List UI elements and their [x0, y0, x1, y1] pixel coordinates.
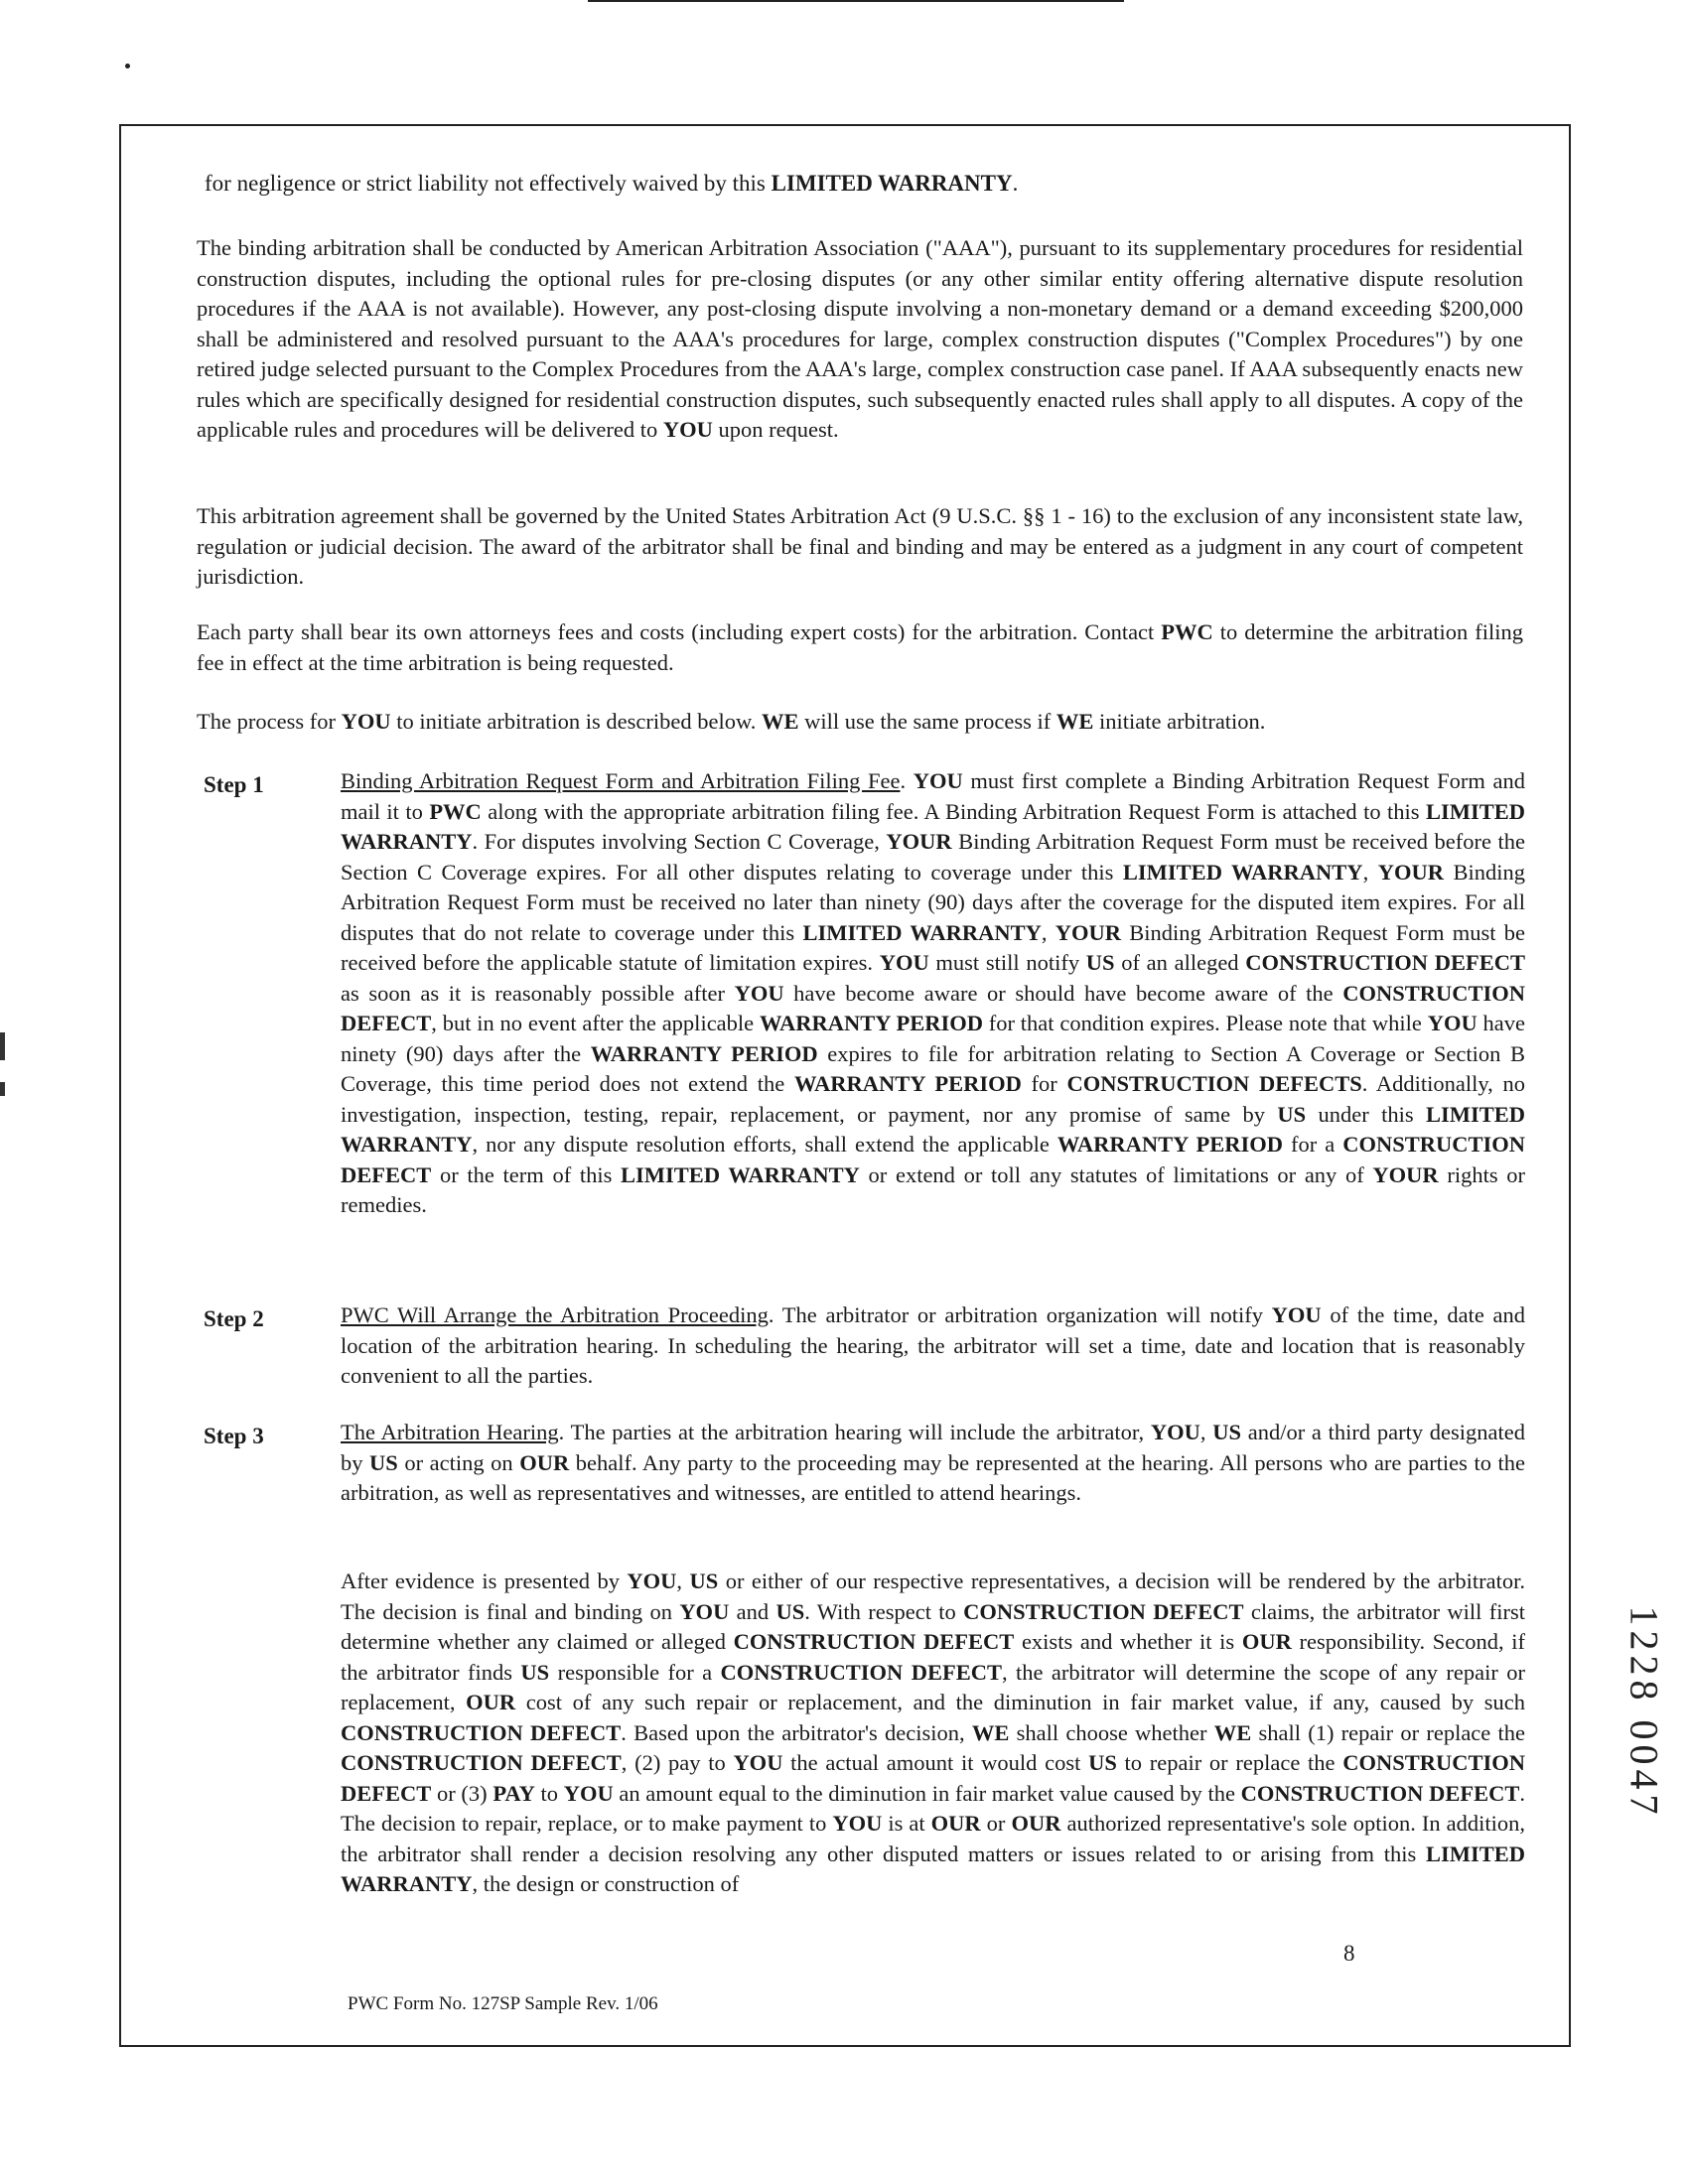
paragraph-fees: Each party shall bear its own attorneys fees and costs (including expert costs) for the arbitration. Contact PWC to determine the arbitration filing fee in effect at the time arbitration is being requested.	[197, 619, 1524, 675]
scan-margin-mark	[0, 1032, 5, 1060]
step-3-heading: The Arbitration Hearing	[341, 1420, 559, 1444]
scan-margin-mark	[0, 1082, 5, 1096]
step-2-heading: PWC Will Arrange the Arbitration Proceeding	[341, 1302, 769, 1327]
scan-top-rule	[588, 0, 1124, 2]
paragraph-process: The process for YOU to initiate arbitration is described below. WE will use the same process if WE initiate arbitration.	[197, 709, 1266, 734]
step-2-label: Step 2	[204, 1306, 264, 1331]
step-1-text: YOU must first complete a Binding Arbitration Request Form and mail it to PWC along with the appropriate arbitration filing fee. A Binding Arbitration Request Form is attached to this LIMITED WARRANTY. For disputes involving Section C Coverage, YOUR Binding Arbitration Request Form must be received before the Section C Coverage expires. For all other disputes relating to coverage under this LIMITED WARRANTY, YOUR Binding Arbitration Request Form must be received no later than ninety (90) days after the coverage for the disputed item expires. For all disputes that do not relate to coverage under this LIMITED WARRANTY, YOUR Binding Arbitration Request Form must be received before the applicable statute of limitation expires. YOU must still notify US of an alleged CONSTRUCTION DEFECT as soon as it is reasonably possible after YOU have become aware or should have become aware of the CONSTRUCTION DEFECT, but in no event after the applicable WARRANTY PERIOD for that condition expires. Please note that while YOU have ninety (90) days after the WARRANTY PERIOD expires to file for arbitration relating to Section A Coverage or Section B Coverage, this time period does not extend the WARRANTY PERIOD for CONSTRUCTION DEFECTS. Additionally, no investigation, inspection, testing, repair, replacement, or payment, nor any promise of same by US under this LIMITED WARRANTY, nor any dispute resolution efforts, shall extend the applicable WARRANTY PERIOD for a CONSTRUCTION DEFECT or the term of this LIMITED WARRANTY or extend or toll any statutes of limitations or any of YOUR rights or remedies.	[341, 768, 1526, 1217]
step-2-text: The arbitrator or arbitration organization will notify YOU of the time, date and location of the arbitration hearing. In scheduling the hearing, the arbitrator will set a time, date and location that is reasonably convenient to all the parties.	[341, 1302, 1525, 1388]
step-3-text: The parties at the arbitration hearing will include the arbitrator, YOU, US and/or a third party designated by US or acting on OUR behalf. Any party to the proceeding may be represented at the hearing. All persons who are parties to the arbitration, as well as representatives and witnesses, are entitled to attend hearings.	[341, 1420, 1526, 1505]
step-1-heading: Binding Arbitration Request Form and Arbitration Filing Fee	[341, 768, 901, 793]
step-3-continuation: After evidence is presented by YOU, US or either of our respective representatives, a decision will be rendered by the arbitrator. The decision is final and binding on YOU and US. With respect to CONSTRUCTION DEFECT claims, the arbitrator will first determine whether any claimed or alleged CONSTRUCTION DEFECT exists and whether it is OUR responsibility. Second, if the arbitrator finds US responsible for a CONSTRUCTION DEFECT, the arbitrator will determine the scope of any repair or replacement, OUR cost of any such repair or replacement, and the diminution in fair market value, if any, caused by such CONSTRUCTION DEFECT. Based upon the arbitrator's decision, WE shall choose whether WE shall (1) repair or replace the CONSTRUCTION DEFECT, (2) pay to YOU the actual amount it would cost US to repair or replace the CONSTRUCTION DEFECT or (3) PAY to YOU an amount equal to the diminution in fair market value caused by the CONSTRUCTION DEFECT. The decision to repair, replace, or to make payment to YOU is at OUR or OUR authorized representative's sole option. In addition, the arbitrator shall render a decision resolving any other disputed matters or issues related to or arising from this LIMITED WARRANTY, the design or construction of	[341, 1569, 1526, 1896]
paragraph-aaa-rules: The binding arbitration shall be conducted by American Arbitration Association ("AAA"), pursuant to its supplementary procedures for residential construction disputes, including the optional rules for pre-closing disputes (or any other similar entity offering alternative dispute resolution procedures if the AAA is not available). However, any post-closing dispute involving a non-monetary demand or a demand exceeding $200,000 shall be administered and resolved pursuant to the AAA's procedures for large, complex construction disputes ("Complex Procedures") by one retired judge selected pursuant to the Complex Procedures from the AAA's large, complex construction case panel. If AAA subsequently enacts new rules which are specifically designed for residential construction disputes, such subsequently enacted rules shall apply to all disputes. A copy of the applicable rules and procedures will be delivered to YOU upon request.	[197, 235, 1523, 442]
page-number: 8	[1343, 1941, 1355, 1966]
paragraph-governing-law: This arbitration agreement shall be governed by the United States Arbitration Act (9 U.S.C. §§ 1 - 16) to the exclusion of any inconsistent state law, regulation or judicial decision. The award of the arbitrator shall be final and binding and may be entered as a judgment in any court of competent jurisdiction.	[197, 503, 1523, 589]
document-id-text: 1228 0047	[1621, 1605, 1667, 1820]
document-id-stamp	[1615, 1544, 1674, 1881]
scan-speck	[125, 64, 130, 68]
lead-bold-term: LIMITED WARRANTY	[771, 171, 1013, 196]
step-3-label: Step 3	[204, 1424, 264, 1448]
lead-text: for negligence or strict liability not effectively waived by this	[205, 171, 772, 196]
step-3-body: The Arbitration Hearing. The parties at the arbitration hearing will include the arbitrator, YOU, US and/or a third party designated by US or acting on OUR behalf. Any party to the proceeding may be represented at the hearing. All persons who are parties to the arbitration, as well as representatives and witnesses, are entitled to attend hearings.	[341, 1420, 1526, 1505]
lead-line	[205, 169, 1018, 199]
form-footer: PWC Form No. 127SP Sample Rev. 1/06	[348, 1993, 658, 2014]
step-2-body: PWC Will Arrange the Arbitration Proceeding. The arbitrator or arbitration organization will notify YOU of the time, date and location of the arbitration hearing. In scheduling the hearing, the arbitrator will set a time, date and location that is reasonably convenient to all the parties.	[341, 1302, 1525, 1388]
step-1-label: Step 1	[204, 772, 264, 797]
step-1-body: Binding Arbitration Request Form and Arbitration Filing Fee. YOU must first complete a Binding Arbitration Request Form and mail it to PWC along with the appropriate arbitration filing fee. A Binding Arbitration Request Form is attached to this LIMITED WARRANTY. For disputes involving Section C Coverage, YOUR Binding Arbitration Request Form must be received before the Section C Coverage expires. For all other disputes relating to coverage under this LIMITED WARRANTY, YOUR Binding Arbitration Request Form must be received no later than ninety (90) days after the coverage for the disputed item expires. For all disputes that do not relate to coverage under this LIMITED WARRANTY, YOUR Binding Arbitration Request Form must be received before the applicable statute of limitation expires. YOU must still notify US of an alleged CONSTRUCTION DEFECT as soon as it is reasonably possible after YOU have become aware or should have become aware of the CONSTRUCTION DEFECT, but in no event after the applicable WARRANTY PERIOD for that condition expires. Please note that while YOU have ninety (90) days after the WARRANTY PERIOD expires to file for arbitration relating to Section A Coverage or Section B Coverage, this time period does not extend the WARRANTY PERIOD for CONSTRUCTION DEFECTS. Additionally, no investigation, inspection, testing, repair, replacement, or payment, nor any promise of same by US under this LIMITED WARRANTY, nor any dispute resolution efforts, shall extend the applicable WARRANTY PERIOD for a CONSTRUCTION DEFECT or the term of this LIMITED WARRANTY or extend or toll any statutes of limitations or any of YOUR rights or remedies.	[341, 768, 1526, 1217]
lead-suffix: .	[1012, 171, 1019, 196]
